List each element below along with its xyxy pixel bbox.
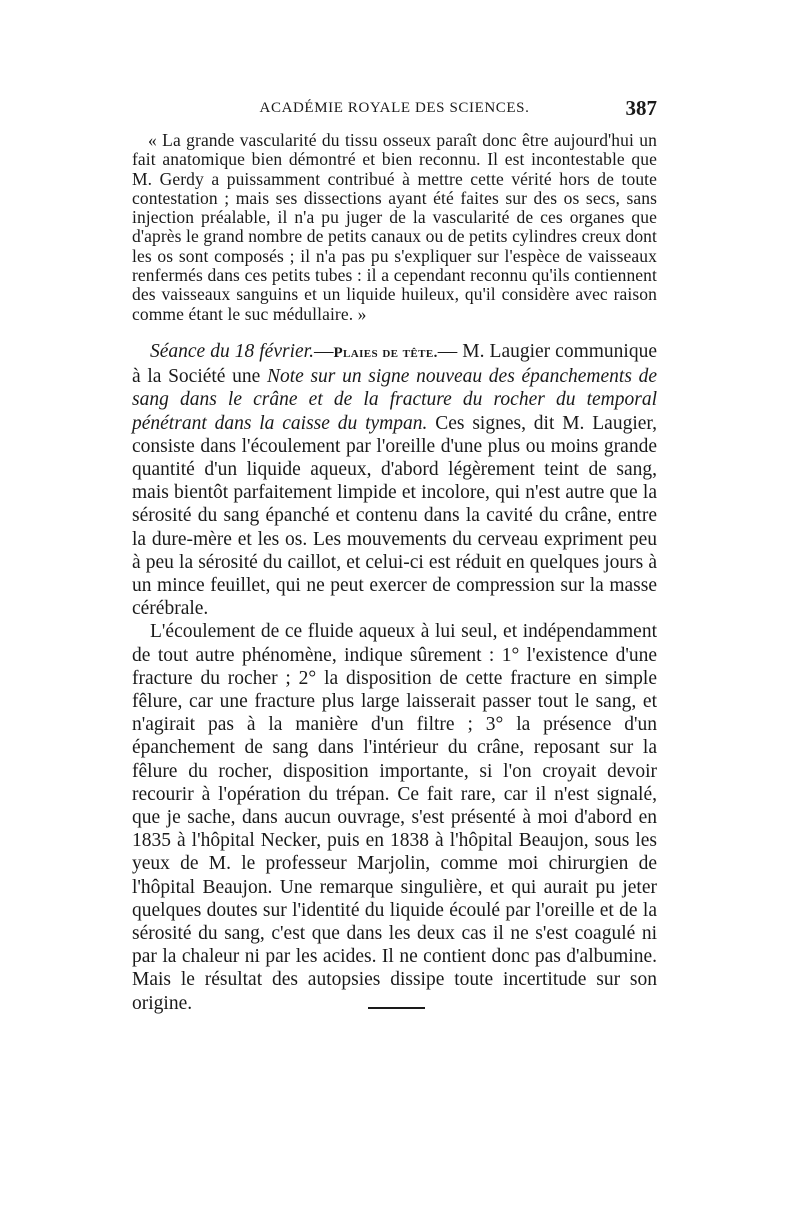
dash: — — [437, 341, 458, 362]
running-title: ACADÉMIE ROYALE DES SCIENCES. — [259, 100, 530, 116]
rubric-heading: Plaies de tête. — [333, 345, 438, 361]
paragraph-text: Ces signes, dit M. Laugier, consiste dans l'écoulement par l'oreille d'une plus ou moins grande quantité d'un liquide aqueux, d'abord légèrement teint de sang, mais bientôt parfaitement limpide et incolore, qui n'est autre que la sérosité du sang épanché et contenu dans la cavité du crâne, entre la dure-mère et les os. Les mouvements du cerveau expriment peu à peu la sérosité du caillot, et celui-ci est réduit en quelques jours à un mince feuillet, qui ne peut exercer de compression sur la masse cérébrale. — [132, 412, 657, 620]
quoted-passage — [132, 131, 657, 324]
seance-paragraph-1 — [132, 340, 657, 620]
section-rule — [368, 1007, 425, 1009]
seance-date: Séance du 18 février. — [150, 341, 314, 362]
note-title: Note sur un signe nouveau des épanchements de sang dans le crâne et de la fracture du rocher du temporal pénétrant dans la caisse du tympan. — [132, 366, 657, 434]
seance-paragraph-2: L'écoulement de ce fluide aqueux à lui seul, et indépendamment de tout autre phénomène, indique sûrement : 1° l'existence d'une fracture du rocher ; 2° la disposition de cette fracture en simple fêlure, car une fracture plus large laisserait passer tout le sang, et n'agirait pas à la manière d'un filtre ; 3° la présence d'un épanchement de sang dans l'intérieur du crâne, reposant sur la fêlure du rocher, disposition importante, si l'on croyait devoir recourir à l'opération du trépan. Ce fait rare, car il n'est signalé, que je sache, dans aucun ouvrage, s'est présenté à moi d'abord en 1835 à l'hôpital Necker, puis en 1838 à l'hôpital Beaujon, sous les yeux de M. le professeur Marjolin, comme moi chirurgien de l'hôpital Beaujon. Une remarque singulière, et qui aurait pu jeter quelques doutes sur l'identité du liquide écoulé par l'oreille et de la sérosité du sang, c'est que dans les deux cas il ne s'est coagulé ni par la chaleur ni par les acides. Il ne contient donc pas d'albumine. Mais le résultat des autopsies dissipe toute incertitude sur son origine. — [132, 621, 657, 1014]
seance-section — [132, 340, 657, 1015]
quote-paragraph: « La grande vascularité du tissu osseux paraît donc être aujourd'hui un fait anatomique bien démontré et bien reconnu. Il est incontestable que M. Gerdy a puissamment contribué à mettre cette vérité hors de toute contestation ; mais ses dissections ayant été faites sur des os secs, sans injection préalable, il n'a pu juger de la vascularité de ces organes que d'après le grand nombre de petits canaux ou de petits cylindres creux dont les os sont composés ; il n'a pas pu s'expliquer sur l'espèce de vaisseaux renfermés dans ces petits tubes : il a cependant reconnu qu'ils contiennent des vaisseaux sanguins et un liquide huileux, qu'il considère avec raison comme étant le suc médullaire. » — [132, 130, 657, 324]
page-header — [132, 96, 657, 126]
page-number: 387 — [625, 96, 657, 120]
intro-text: M. Laugier communique à la Société une — [132, 341, 657, 388]
dash: — — [313, 341, 334, 362]
